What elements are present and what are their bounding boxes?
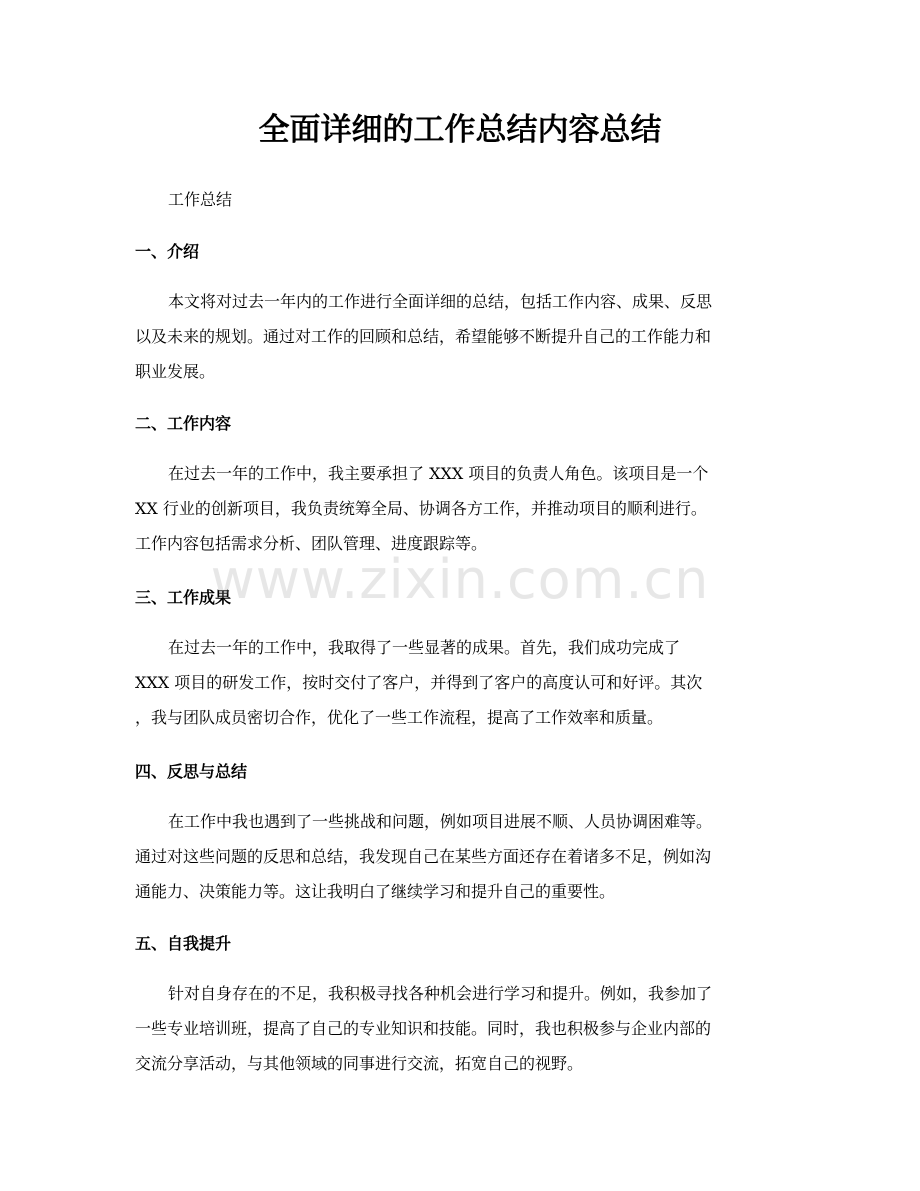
paragraph-line: 通能力、决策能力等。这让我明白了继续学习和提升自己的重要性。: [135, 882, 616, 901]
paragraph-line: 在过去一年的工作中，我主要承担了 XXX 项目的负责人角色。该项目是一个: [168, 464, 709, 483]
section-heading-reflection: 四、反思与总结: [135, 762, 248, 781]
paragraph-line: 工作内容包括需求分析、团队管理、进度跟踪等。: [135, 534, 488, 553]
paragraph-line: ，我与团队成员密切合作，优化了一些工作流程，提高了工作效率和质量。: [135, 708, 664, 727]
paragraph-line: 交流分享活动，与其他领域的同事进行交流，拓宽自己的视野。: [135, 1054, 584, 1073]
section-body-self-improvement: [135, 976, 785, 1081]
paragraph-line: 一些专业培训班，提高了自己的专业知识和技能。同时，我也积极参与企业内部的: [135, 1019, 712, 1038]
watermark: www.zixin.com.cn: [210, 548, 710, 611]
section-heading-work-content: 二、工作内容: [135, 414, 232, 433]
section-heading-self-improvement: 五、自我提升: [135, 934, 232, 953]
document-title: 全面详细的工作总结内容总结: [258, 112, 662, 148]
section-body-intro: [135, 284, 785, 389]
paragraph-line: 职业发展。: [135, 362, 216, 381]
section-body-work-content: [135, 456, 785, 561]
paragraph-line: 在过去一年的工作中，我取得了一些显著的成果。首先，我们成功完成了: [168, 638, 681, 657]
paragraph-line: XXX 项目的研发工作，按时交付了客户，并得到了客户的高度认可和好评。其次: [135, 673, 703, 692]
paragraph-line: 本文将对过去一年内的工作进行全面详细的总结，包括工作内容、成果、反思: [168, 292, 713, 311]
section-body-achievements: [135, 630, 785, 735]
document-subtitle: 工作总结: [168, 190, 233, 209]
section-heading-achievements: 三、工作成果: [135, 588, 232, 607]
section-body-reflection: [135, 804, 785, 909]
paragraph-line: 通过对这些问题的反思和总结，我发现自己在某些方面还存在着诸多不足，例如沟: [135, 847, 712, 866]
paragraph-line: 针对自身存在的不足，我积极寻找各种机会进行学习和提升。例如，我参加了: [168, 984, 713, 1003]
paragraph-line: 以及未来的规划。通过对工作的回顾和总结，希望能够不断提升自己的工作能力和: [135, 327, 712, 346]
paragraph-line: 在工作中我也遇到了一些挑战和问题，例如项目进展不顺、人员协调困难等。: [168, 812, 713, 831]
section-heading-intro: 一、介绍: [135, 242, 200, 261]
paragraph-line: XX 行业的创新项目，我负责统筹全局、协调各方工作，并推动项目的顺利进行。: [135, 499, 707, 518]
